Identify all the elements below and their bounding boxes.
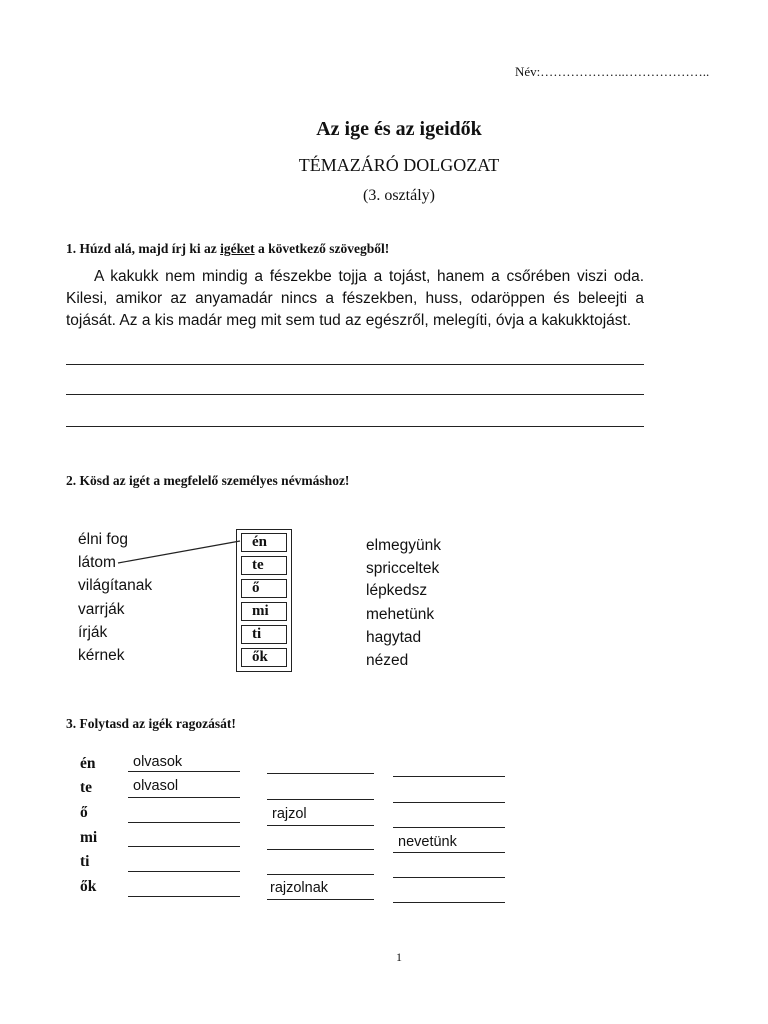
task-1-passage: A kakukk nem mindig a fészekbe tojja a tojást, hanem a csőrében viszi oda. Kilesi, amikor az anyamadár nincs a fészekben, huss, odaröppen és beleejti a tojását. Az a kis madár meg mit sem tud az egészről, melegíti, óvja a kakukktojást.	[66, 268, 644, 329]
blank-te-col1[interactable]	[128, 797, 240, 798]
blank-o-col3[interactable]	[393, 827, 505, 828]
blank-mi-col2[interactable]	[267, 849, 374, 850]
blank-ti-col3[interactable]	[393, 877, 505, 878]
pronoun-o[interactable]: ő	[241, 579, 287, 598]
blank-en-col3[interactable]	[393, 776, 505, 777]
blank-en-col1[interactable]	[128, 771, 240, 772]
task-1-title-start: 1. Húzd alá, majd írj ki az	[66, 241, 221, 256]
pronoun-te[interactable]: te	[241, 556, 287, 575]
blank-mi-col1[interactable]	[128, 846, 240, 847]
left-verb-6[interactable]: kérnek	[78, 647, 125, 664]
right-verb-4[interactable]: mehetünk	[366, 606, 435, 623]
conj-word-ok-col2: rajzolnak	[270, 880, 329, 896]
pronoun-ok[interactable]: ők	[241, 648, 287, 667]
task-3-title: 3. Folytasd az igék ragozását!	[66, 716, 236, 731]
conj-pronoun-ti: ti	[80, 853, 90, 870]
conj-word-en-col1: olvasok	[133, 754, 183, 770]
grade-label: (3. osztály)	[363, 187, 435, 204]
blank-o-col2[interactable]	[267, 825, 374, 826]
blank-ok-col2[interactable]	[267, 899, 374, 900]
conj-pronoun-mi: mi	[80, 829, 98, 846]
right-verb-2[interactable]: spricceltek	[366, 560, 440, 577]
left-verb-4[interactable]: varrják	[78, 601, 125, 618]
blank-ti-col1[interactable]	[128, 871, 240, 872]
right-verb-6[interactable]: nézed	[366, 652, 409, 669]
blank-o-col1[interactable]	[128, 822, 240, 823]
right-verb-1[interactable]: elmegyünk	[366, 537, 441, 554]
task-1-title-end: a következő szövegből!	[254, 241, 390, 256]
blank-ok-col1[interactable]	[128, 896, 240, 897]
blank-ti-col2[interactable]	[267, 874, 374, 875]
left-verb-3[interactable]: világítanak	[78, 577, 153, 594]
conj-pronoun-o: ő	[80, 804, 88, 821]
conj-pronoun-te: te	[80, 779, 93, 796]
blank-ok-col3[interactable]	[393, 902, 505, 903]
task-1-title-underlined: igéket	[220, 241, 255, 256]
pronoun-en[interactable]: én	[241, 533, 287, 552]
conj-word-te-col1: olvasol	[133, 778, 179, 794]
blank-mi-col3[interactable]	[393, 852, 505, 853]
right-verb-5[interactable]: hagytad	[366, 629, 422, 646]
page-title: Az ige és az igeidők	[316, 118, 482, 140]
blank-te-col3[interactable]	[393, 802, 505, 803]
page-number: 1	[396, 950, 402, 964]
conj-word-mi-col3: nevetünk	[398, 834, 457, 850]
conj-word-o-col2: rajzol	[272, 806, 307, 822]
left-verb-2[interactable]: látom	[78, 554, 116, 571]
pronoun-ti[interactable]: ti	[241, 625, 287, 644]
conj-pronoun-en: én	[80, 755, 96, 772]
pronoun-mi[interactable]: mi	[241, 602, 287, 621]
left-verb-5[interactable]: írják	[78, 624, 108, 641]
conj-pronoun-ok: ők	[80, 878, 97, 895]
blank-te-col2[interactable]	[267, 799, 374, 800]
page-subtitle: TÉMAZÁRÓ DOLGOZAT	[298, 155, 500, 175]
blank-en-col2[interactable]	[267, 773, 374, 774]
task-2-title: 2. Kösd az igét a megfelelő személyes névmáshoz!	[66, 473, 350, 488]
name-field-label: Név:………………..………………..	[515, 64, 710, 79]
pronoun-box	[236, 529, 292, 672]
left-verb-1[interactable]: élni fog	[78, 531, 128, 548]
right-verb-3[interactable]: lépkedsz	[366, 582, 428, 599]
